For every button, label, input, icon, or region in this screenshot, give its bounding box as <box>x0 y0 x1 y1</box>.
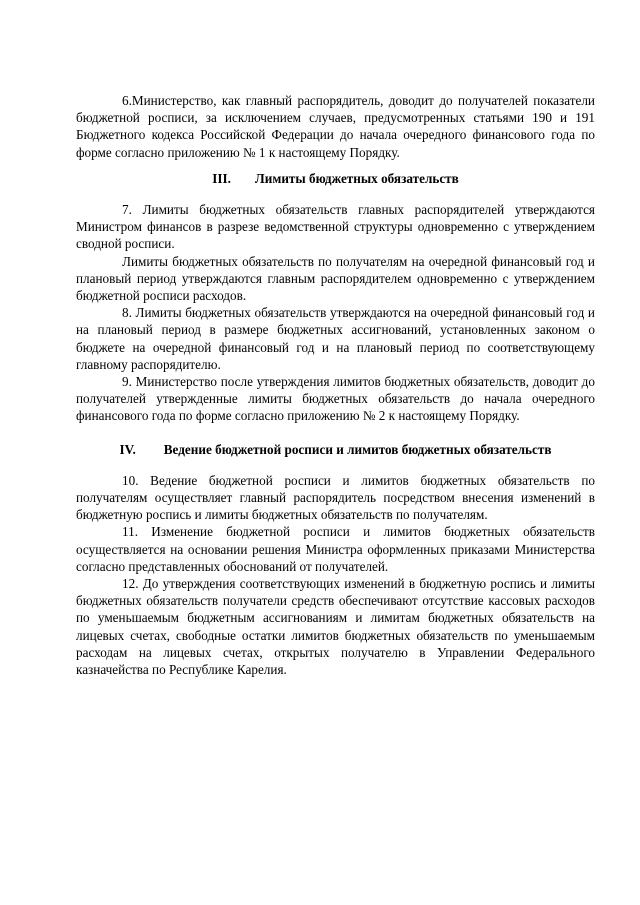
section-number-4: IV. <box>119 441 136 457</box>
paragraph-12: 12. До утверждения соответствующих изменений в бюджетную роспись и лимиты бюджетных обязательств получатели средств обеспечивают отсутствие кассовых расходов по уменьшаемым бюджетным ассигнованиям и лимитам бюджетных обязательств на лицевых счетах, свободные остатки лимитов бюджетных обязательств по уменьшаемым расходам на лицевых счетах, открытых получателю в Управлении Федерального казначейства по Республике Карелия. <box>76 576 595 678</box>
section-heading-3 <box>76 170 595 187</box>
paragraph-8: 8. Лимиты бюджетных обязательств утверждаются на очередной финансовый год и на плановый период в размере бюджетных ассигнований, установленных законом о бюджете на очередной финансовый год и на плановый период по соответствующему главному распорядителю. <box>76 305 595 372</box>
paragraph-9: 9. Министерство после утверждения лимитов бюджетных обязательств, доводит до получателей утвержденные лимиты бюджетных обязательств до начала очередного финансового года по форме согласно приложению № 2 к настоящему Порядку. <box>76 374 595 424</box>
section-number-3: III. <box>212 170 231 186</box>
section-heading-4 <box>76 441 595 458</box>
document-body <box>76 92 595 678</box>
paragraph-11: 11. Изменение бюджетной росписи и лимитов бюджетных обязательств осуществляется на основании решения Министра оформленных приказами Министерства согласно представленных обоснований от получателей. <box>76 524 595 574</box>
paragraph-7b: Лимиты бюджетных обязательств по получателям на очередной финансовый год и плановый период утверждаются главным распорядителем одновременно с утверждением бюджетной росписи расходов. <box>76 253 595 304</box>
paragraph-10: 10. Ведение бюджетной росписи и лимитов бюджетных обязательств по получателям осуществляет главный распорядитель посредством внесения изменений в бюджетную роспись и лимиты бюджетных обязательств по получателям. <box>76 472 595 523</box>
paragraph-7: 7. Лимиты бюджетных обязательств главных распорядителей утверждаются Министром финансов в разрезе ведомственной структуры одновременно с утверждением сводной росписи. <box>76 202 595 252</box>
section-title-4: Ведение бюджетной росписи и лимитов бюджетных обязательств <box>163 441 552 457</box>
paragraph-6: 6.Министерство, как главный распорядитель, доводит до получателей показатели бюджетной росписи, за исключением случаев, предусмотренных статьями 190 и 191 Бюджетного кодекса Российской Федерации до начала очередного финансового года по форме согласно приложению № 1 к настоящему Порядку. <box>76 93 595 160</box>
section-title-3: Лимиты бюджетных обязательств <box>254 170 459 186</box>
